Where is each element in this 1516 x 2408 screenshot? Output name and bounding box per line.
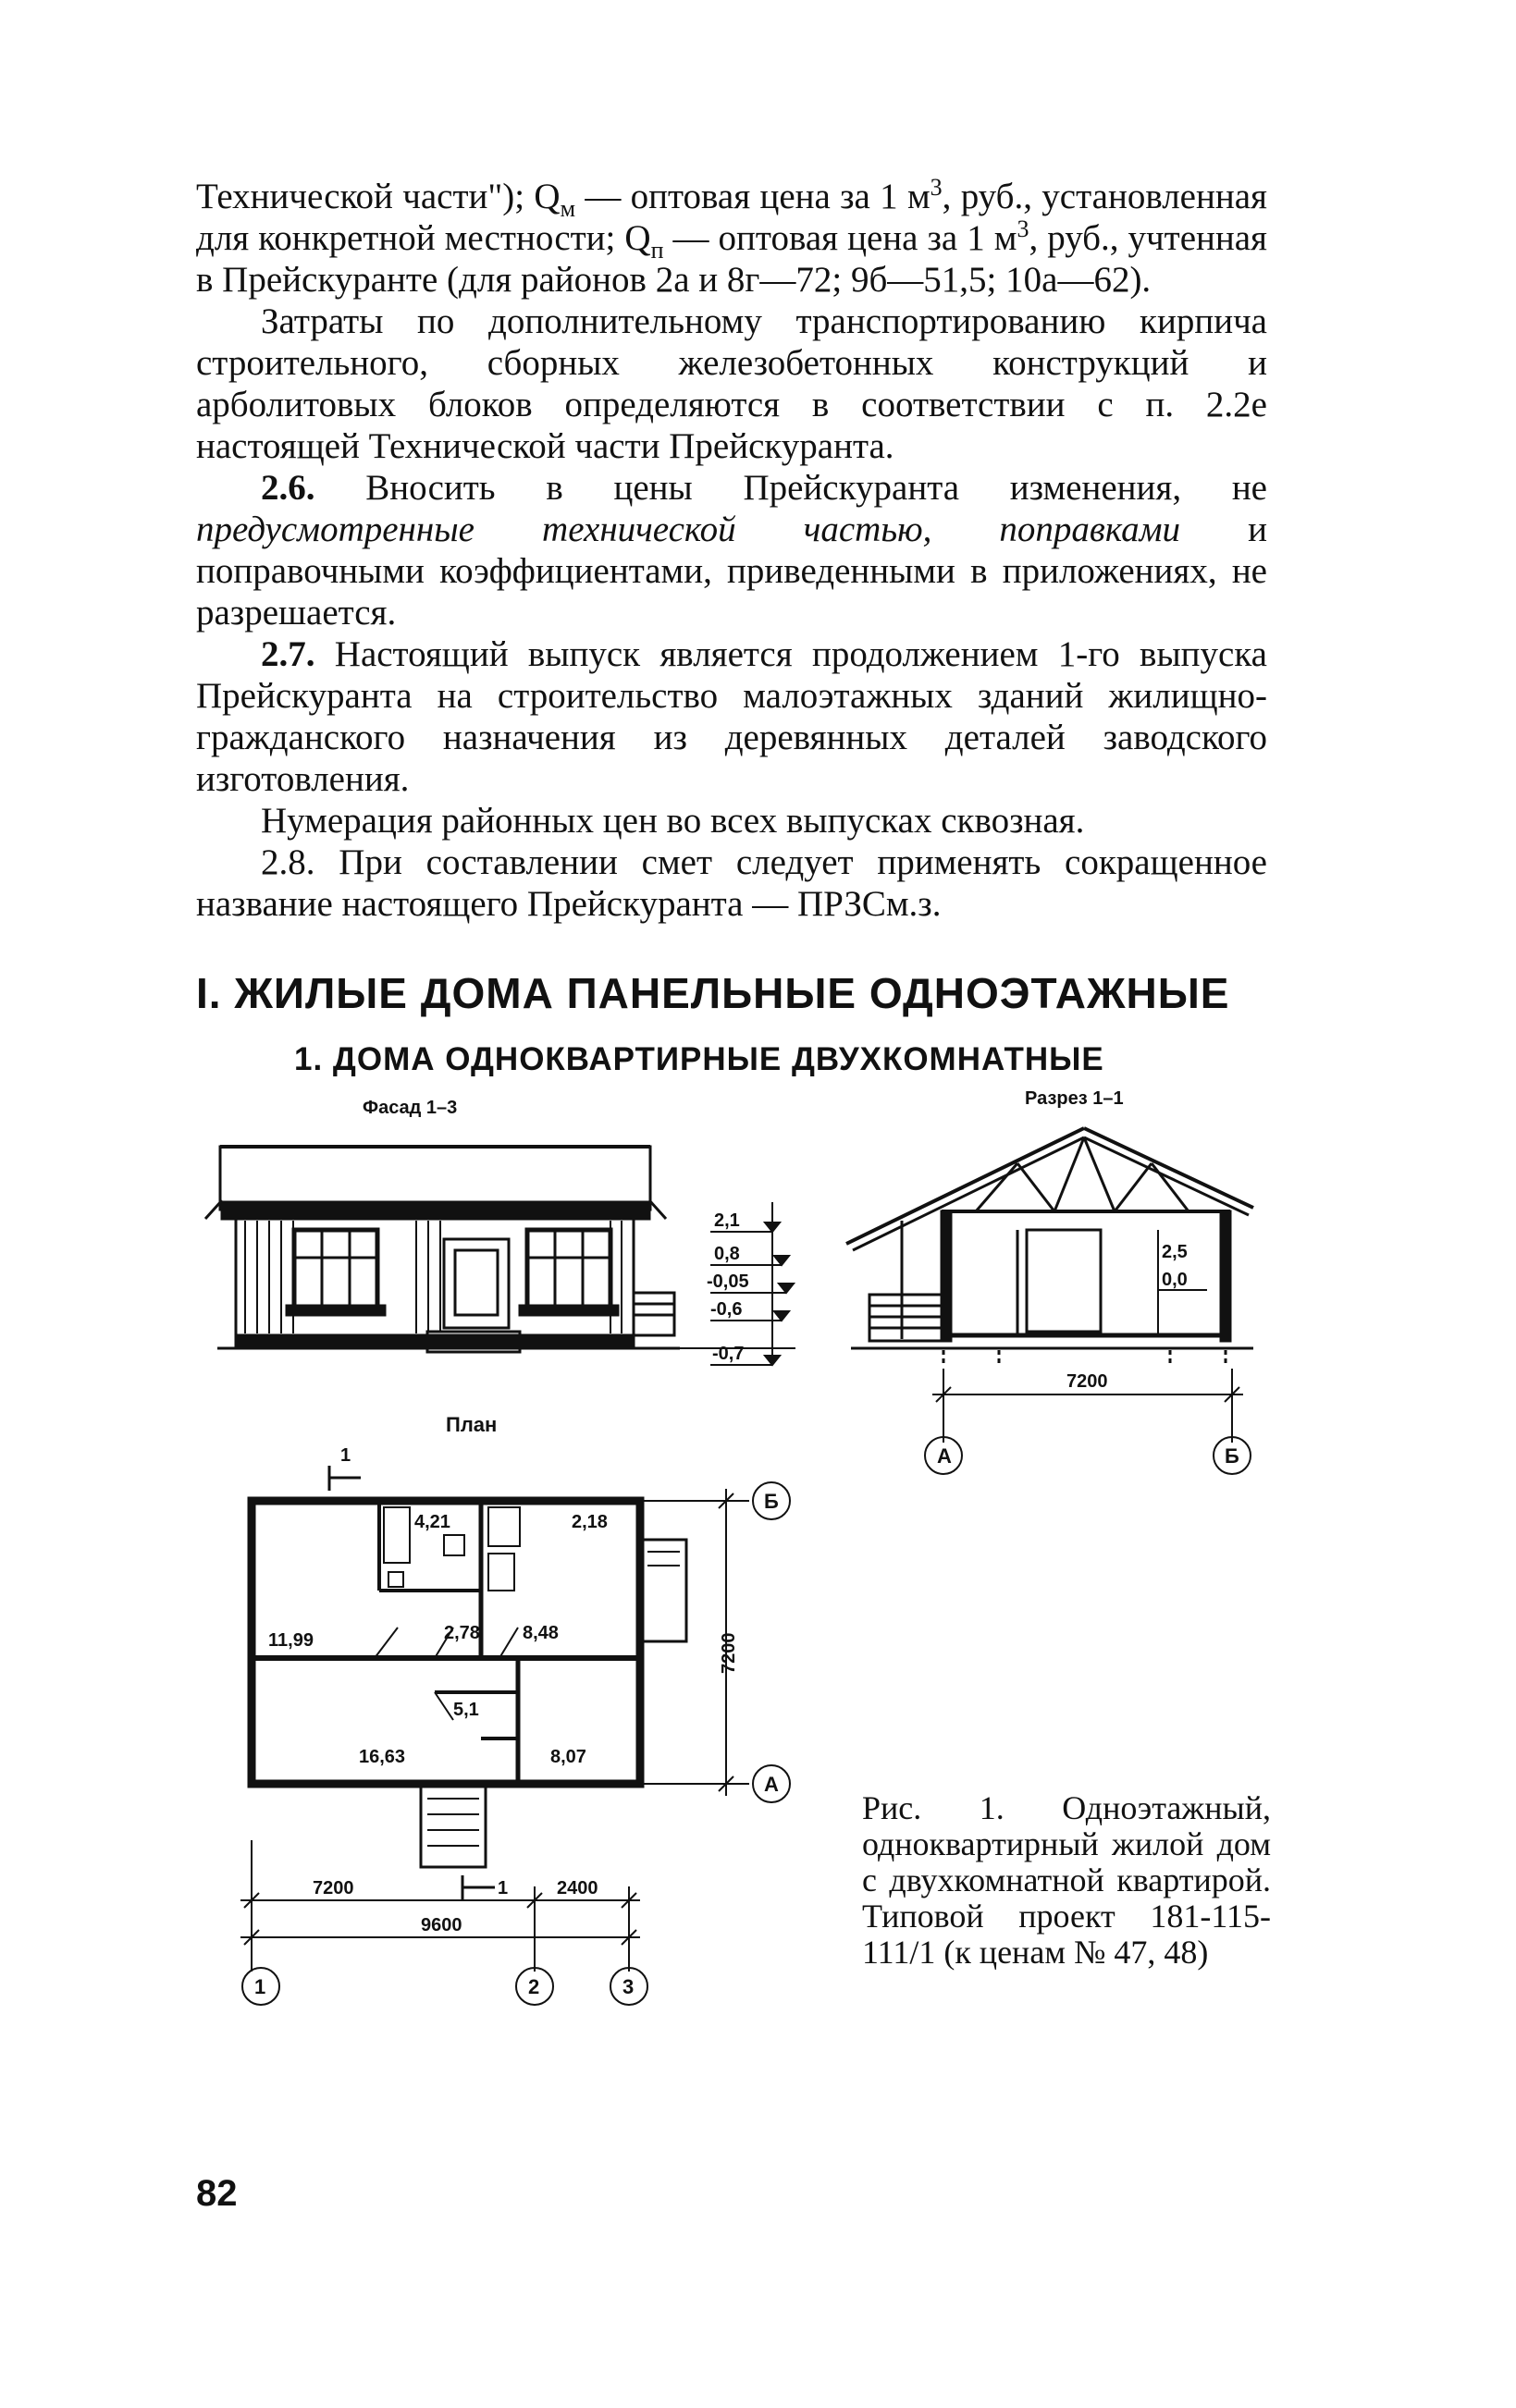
section-drawing [846,1128,1253,1474]
cut-marker-top: 1 [340,1445,351,1466]
section-level-top: 2,5 [1162,1242,1188,1262]
axis-1: 1 [254,1975,266,1998]
axis-3: 3 [622,1975,635,1998]
cut-marker-bottom: 1 [498,1878,509,1898]
axis-b-plan: Б [764,1490,779,1513]
axis-a-section: А [937,1444,952,1468]
elev-4: -0,6 [710,1299,743,1320]
page-number: 82 [196,2173,238,2214]
room-8-07: 8,07 [550,1747,586,1767]
paragraph-1: Технической части"); $Q_м$ — оптовая цена за 1 $м^3$, руб., установленная для конкретной местности; $Q_п$ — оптовая цена за 1 $м^3$, руб., учтенная в Прейскуранте (для районов 2а и 8г—72; 9б—51,5; 10а—62). [196,174,1268,300]
elev-1: 2,1 [714,1210,740,1231]
paragraph-4: 2.7. Настоящий выпуск является продолжением 1-го выпуска Прейскуранта на строительство малоэтажных зданий жилищно-гражданского назначения из деревянных деталей заводского изготовления. [196,634,1267,799]
room-2-18: 2,18 [572,1512,608,1532]
plan-label: План [446,1413,498,1436]
room-16-63: 16,63 [359,1747,406,1767]
section-heading: I. ЖИЛЫЕ ДОМА ПАНЕЛЬНЫЕ ОДНОЭТАЖНЫЕ [196,969,1230,1017]
axis-2: 2 [528,1975,540,1998]
paragraph-6: 2.8. При составлении смет следует применять сокращенное название настоящего Прейскуранта — ПРЗСм.з. [196,842,1267,924]
dim-9600: 9600 [421,1915,462,1935]
axis-a-plan: А [764,1773,779,1796]
section-span: 7200 [1066,1371,1108,1392]
figure-caption: Рис. 1. Одноэтажный, одноквартирный жилой дом с двухкомнатной квартирой. Типовой проект 181-115-111/1 (к ценам № 47, 48) [862,1789,1271,1971]
axis-b-section: Б [1225,1444,1239,1468]
room-11-99: 11,99 [268,1630,314,1651]
room-2-78: 2,78 [444,1623,480,1643]
room-5-1: 5,1 [453,1700,479,1720]
dim-7200: 7200 [313,1878,354,1898]
elev-3: -0,05 [707,1272,749,1292]
section-level-floor: 0,0 [1162,1270,1188,1290]
facade-label: Фасад 1–3 [363,1098,458,1118]
subsection-heading: 1. ДОМА ОДНОКВАРТИРНЫЕ ДВУХКОМНАТНЫЕ [294,1041,1104,1077]
elev-2: 0,8 [714,1244,740,1264]
room-8-48: 8,48 [523,1623,559,1643]
paragraph-3: 2.6. Вносить в цены Прейскуранта изменения, не предусмотренные технической частью, поправками и поправочными коэффициентами, приведенными в приложениях, не разрешается. [196,468,1267,633]
paragraph-5: Нумерация районных цен во всех выпусках сквозная. [261,801,1085,841]
paragraph-2: Затраты по дополнительному транспортированию кирпича строительного, сборных железобетонных конструкций и арболитовых блоков определяются в соответствии с п. 2.2е настоящей Технической части Прейскуранта. [196,301,1267,466]
elev-5: -0,7 [712,1344,745,1364]
facade-drawing [205,1147,680,1352]
plan-vertical-dim: 7200 [719,1632,739,1674]
section-label: Разрез 1–1 [1025,1088,1124,1109]
room-4-21: 4,21 [414,1512,450,1532]
plan-drawing [240,1466,790,2005]
dim-2400: 2400 [557,1878,598,1898]
